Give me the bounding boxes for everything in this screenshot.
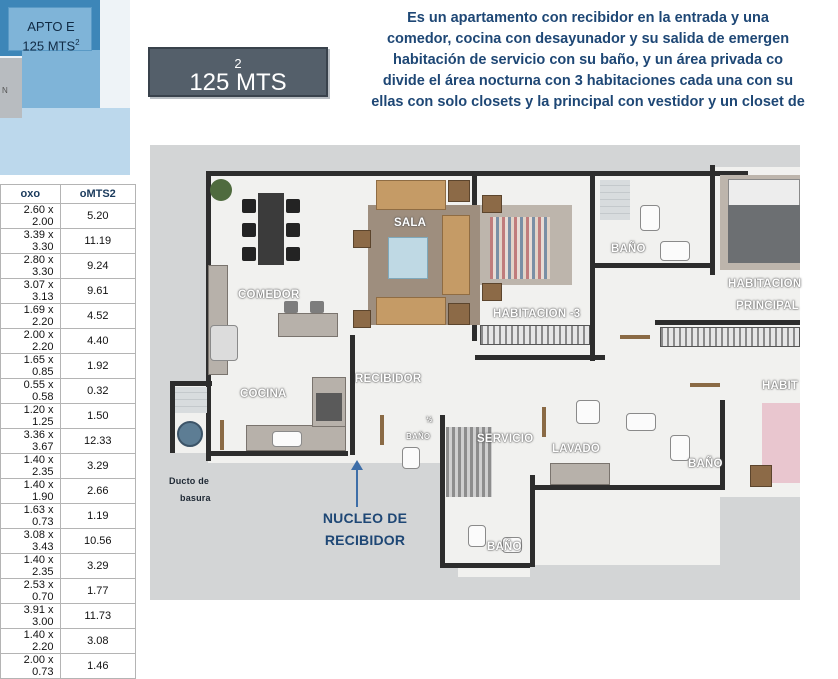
area-table-dimensions: 2.00 x 2.20 [1,329,61,354]
area-table-area: 1.19 [60,504,135,529]
key-plan-block-mid [22,50,100,108]
area-table-dimensions: 1.20 x 1.25 [1,404,61,429]
sala-table [388,237,428,279]
area-table-row [1,229,136,254]
bedroom3-closet [480,325,590,345]
label-nucleo [315,507,415,551]
master-closet [660,327,800,347]
label-nucleo-line2: RECIBIDOR [324,532,406,548]
label-sala: SALA [394,217,427,229]
label-comedor: COMEDOR [238,289,300,301]
area-table-area: 1.77 [60,579,135,604]
dining-chair [242,247,256,261]
area-table-row [1,329,136,354]
area-table-area: 4.40 [60,329,135,354]
area-table-dimensions: 3.08 x 3.43 [1,529,61,554]
area-table-dimensions: 2.00 x 0.73 [1,654,61,679]
door [380,415,384,445]
area-table-row [1,479,136,504]
bedroom3-nightstand [482,283,502,301]
label-nucleo-line1: NUCLEO DE [322,510,408,526]
bedroom-right-nightstand [750,465,772,487]
door [620,335,650,339]
area-table-area: 1.46 [60,654,135,679]
key-plan-block-light [0,108,130,175]
area-table-area: 10.56 [60,529,135,554]
half-bath-toilet [402,447,420,469]
label-ducto-2: basura [180,493,211,503]
area-table-row [1,604,136,629]
area-table-area: 0.32 [60,379,135,404]
label-habitacion-principal-2: PRINCIPAL [736,300,799,312]
plant [210,179,232,201]
apartment-tag [8,7,92,54]
description [338,8,838,113]
area-table-dimensions: 3.07 x 3.13 [1,279,61,304]
apartment-area-value: 125 MTS [22,38,76,54]
kitchen-sink [272,431,302,447]
area-table-dimensions: 2.60 x 2.00 [1,204,61,229]
label-habitacion-principal-1: HABITACION [728,278,802,290]
label-half-bath-2: BAÑO [406,432,431,441]
label-half-bath-1: ½ [426,415,433,424]
area-table [0,184,136,679]
dining-chair [242,199,256,213]
description-line: divide el área nocturna con 3 habitaciones cada una con su [382,73,794,89]
area-table-row [1,354,136,379]
wall [720,400,725,490]
area-table-row [1,454,136,479]
area-table-row [1,579,136,604]
area-table-row [1,504,136,529]
wall [208,171,748,176]
bath-sink [660,241,690,261]
area-badge-text [150,56,326,96]
dining-chair [242,223,256,237]
laundry-counter [550,463,610,485]
area-table-area: 11.19 [60,229,135,254]
area-table-row [1,254,136,279]
area-badge-sup: 2 [234,56,242,71]
description-line: ellas con solo closets y la principal con vestidor y un closet de [371,94,805,110]
label-bano-top: BAÑO [611,243,646,255]
key-plan-side-text: N [2,86,8,95]
area-table-dimensions: 1.69 x 2.20 [1,304,61,329]
label-habitacion-right: HABIT [762,380,799,392]
wall [350,335,355,455]
area-table-body [1,204,136,679]
area-table-dimensions: 3.36 x 3.67 [1,429,61,454]
area-table-row [1,304,136,329]
area-table-area: 3.29 [60,554,135,579]
wall [475,355,605,360]
area-table-area: 9.24 [60,254,135,279]
area-table-area: 12.33 [60,429,135,454]
area-table-row [1,404,136,429]
wall [595,263,715,268]
key-plan [0,0,130,175]
area-table-dimensions: 2.80 x 3.30 [1,254,61,279]
area-table-dimensions: 1.40 x 2.35 [1,554,61,579]
area-table-area: 1.92 [60,354,135,379]
area-table-area: 5.20 [60,204,135,229]
door [542,407,546,437]
area-table-dimensions: 2.53 x 0.70 [1,579,61,604]
label-recibidor: RECIBIDOR [355,373,422,385]
area-table-row [1,429,136,454]
wall [440,563,530,568]
area-table-header [1,185,136,204]
bedroom3-nightstand [482,195,502,213]
area-table-row [1,279,136,304]
label-bano-right: BAÑO [688,458,723,470]
wall [655,320,800,325]
apartment-name: APTO E [27,19,75,34]
sala-sofa-top [376,180,446,210]
wall [172,381,212,386]
dining-table [258,193,284,265]
area-table-area: 3.29 [60,454,135,479]
ducto-tile [175,387,207,413]
area-table-row [1,629,136,654]
area-table-dimensions: 3.91 x 3.00 [1,604,61,629]
area-table-area: 3.08 [60,629,135,654]
sala-sofa-right [442,215,470,295]
area-table-dimensions: 1.40 x 2.20 [1,629,61,654]
dining-chair [286,247,300,261]
toilet [640,205,660,231]
area-table-area: 2.66 [60,479,135,504]
sala-side-table [448,303,470,325]
wall [710,165,715,275]
label-bano-bottom: BAÑO [487,541,522,553]
garbage-chute [177,421,203,447]
area-table-dimensions: 1.40 x 2.35 [1,454,61,479]
stove [316,393,342,421]
area-table-dimensions: 1.63 x 0.73 [1,504,61,529]
bedroom3-bed [490,217,550,279]
area-table-dimensions: 3.39 x 3.30 [1,229,61,254]
area-badge [148,47,328,97]
area-table-row [1,654,136,679]
area-table-row [1,204,136,229]
sala-sofa-bottom [376,297,446,325]
master-blanket [728,205,800,263]
service-toilet [468,525,486,547]
area-table-area: 11.73 [60,604,135,629]
wall [440,415,445,565]
label-lavado: LAVADO [552,443,601,455]
breakfast-bar [278,313,338,337]
apartment-area-sup: 2 [75,38,80,47]
description-line: habitación de servicio con su baño, y un área privada co [392,52,783,68]
bar-stool [284,301,298,313]
area-table-area: 1.50 [60,404,135,429]
area-table-dimensions: 0.55 x 0.58 [1,379,61,404]
area-table-header-area: oMTS2 [60,185,135,204]
sala-side-table [353,310,371,328]
area-table-area: 9.61 [60,279,135,304]
label-ducto-1: Ducto de [169,476,210,486]
toilet [670,435,690,461]
washer [576,400,600,424]
floor-plan [150,145,800,600]
bar-stool [310,301,324,313]
description-line: Es un apartamento con recibidor en la entrada y una [407,10,769,26]
door [220,420,224,450]
apartment-area [9,38,93,53]
fridge [210,325,238,361]
area-table-dimensions: 1.40 x 1.90 [1,479,61,504]
dining-chair [286,199,300,213]
dining-chair [286,223,300,237]
shower-tile [600,180,630,220]
label-habitacion-3: HABITACION -3 [493,308,581,320]
area-table-row [1,529,136,554]
label-cocina: COCINA [240,388,287,400]
area-table-row [1,554,136,579]
label-servicio: SERVICIO [477,433,534,445]
area-badge-value: 125 MTS [189,69,287,96]
door [690,383,720,387]
area-table-header-dimensions: oxo [1,185,61,204]
nucleo-arrow-icon [356,469,358,507]
description-line: comedor, cocina con desayunador y su salida de emergen [386,31,790,47]
area-table-dimensions: 1.65 x 0.85 [1,354,61,379]
wall [535,485,725,490]
sala-side-table [448,180,470,202]
area-table-area: 4.52 [60,304,135,329]
bath-sink [626,413,656,431]
area-table-row [1,379,136,404]
wall [208,451,348,456]
sala-side-table [353,230,371,248]
